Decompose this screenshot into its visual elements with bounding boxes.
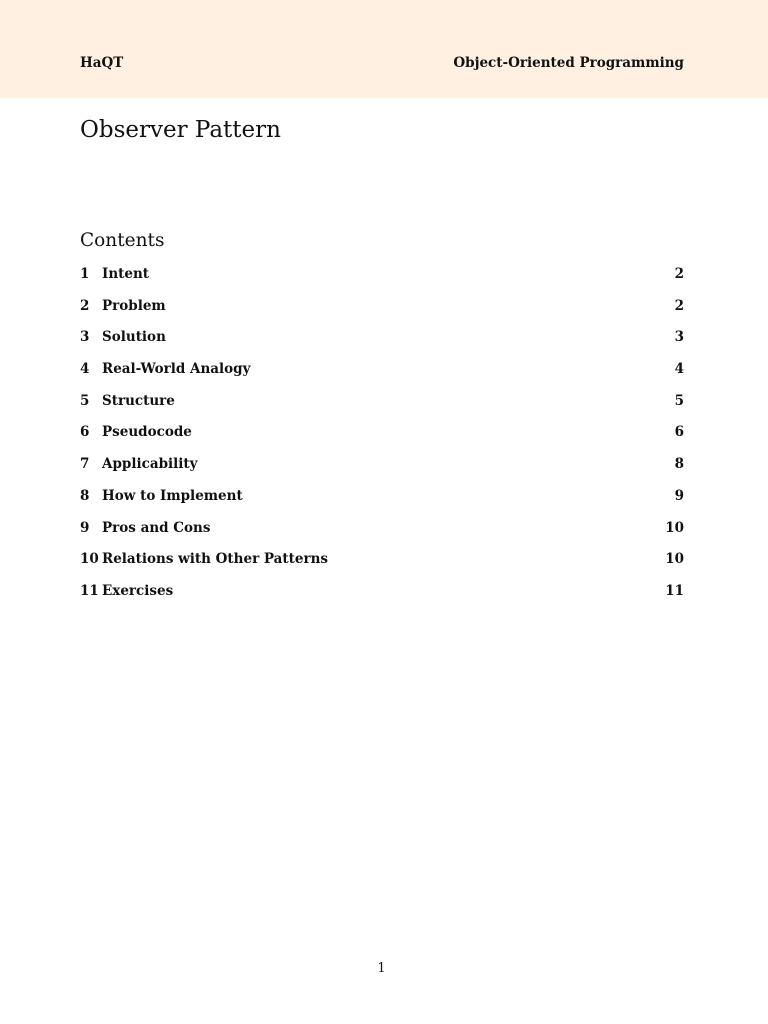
contents-heading: Contents <box>80 230 165 251</box>
toc-entry-how-to-implement[interactable] <box>80 486 684 518</box>
toc-section-title: Real-World Analogy <box>102 361 251 378</box>
toc-section-number: 10 <box>80 551 99 568</box>
toc-section-number: 11 <box>80 582 99 599</box>
running-header <box>0 0 768 98</box>
header-course-title: Object-Oriented Programming <box>453 55 684 71</box>
toc-page-number: 10 <box>665 519 684 536</box>
toc-page-number: 2 <box>674 297 684 314</box>
toc-section-number: 1 <box>80 266 90 282</box>
toc-page-number: 6 <box>674 424 684 441</box>
toc-page-number: 5 <box>674 392 684 409</box>
toc-entry-structure[interactable] <box>80 391 684 423</box>
toc-page-number: 10 <box>665 551 684 568</box>
toc-section-title: Structure <box>102 392 175 409</box>
toc-section-title: Solution <box>102 329 166 346</box>
toc-section-title: Applicability <box>102 456 198 473</box>
document-title: Observer Pattern <box>80 117 281 143</box>
toc-page-number: 9 <box>674 487 684 504</box>
toc-entry-relations-with-other-patterns[interactable] <box>80 549 684 581</box>
toc-page-number: 8 <box>674 456 684 473</box>
toc-section-title: How to Implement <box>102 487 243 504</box>
toc-page-number: 2 <box>674 266 684 282</box>
toc-section-title: Relations with Other Patterns <box>102 551 329 568</box>
toc-entry-pseudocode[interactable] <box>80 422 684 454</box>
page-number: 1 <box>377 961 386 976</box>
toc-section-number: 2 <box>80 297 90 314</box>
toc-page-number: 4 <box>674 361 684 378</box>
toc-entry-applicability[interactable] <box>80 454 684 486</box>
toc-section-number: 8 <box>80 487 90 504</box>
toc-entry-exercises[interactable] <box>80 581 684 613</box>
toc-section-number: 7 <box>80 456 90 473</box>
toc-entry-solution[interactable] <box>80 327 684 359</box>
toc-entry-problem[interactable] <box>80 296 684 328</box>
table-of-contents <box>80 264 684 613</box>
header-author: HaQT <box>80 55 124 71</box>
toc-section-number: 5 <box>80 392 90 409</box>
toc-section-number: 4 <box>80 361 90 378</box>
toc-entry-intent[interactable] <box>80 264 684 296</box>
toc-entry-pros-and-cons[interactable] <box>80 518 684 550</box>
toc-section-title: Problem <box>102 297 166 314</box>
toc-section-number: 3 <box>80 329 90 346</box>
toc-section-number: 9 <box>80 519 90 536</box>
toc-page-number: 11 <box>665 582 684 599</box>
toc-entry-real-world-analogy[interactable] <box>80 359 684 391</box>
toc-section-title: Exercises <box>102 582 174 599</box>
toc-section-title: Pseudocode <box>102 424 192 441</box>
toc-section-number: 6 <box>80 424 90 441</box>
toc-section-title: Intent <box>102 266 150 282</box>
toc-section-title: Pros and Cons <box>102 519 211 536</box>
toc-page-number: 3 <box>674 329 684 346</box>
